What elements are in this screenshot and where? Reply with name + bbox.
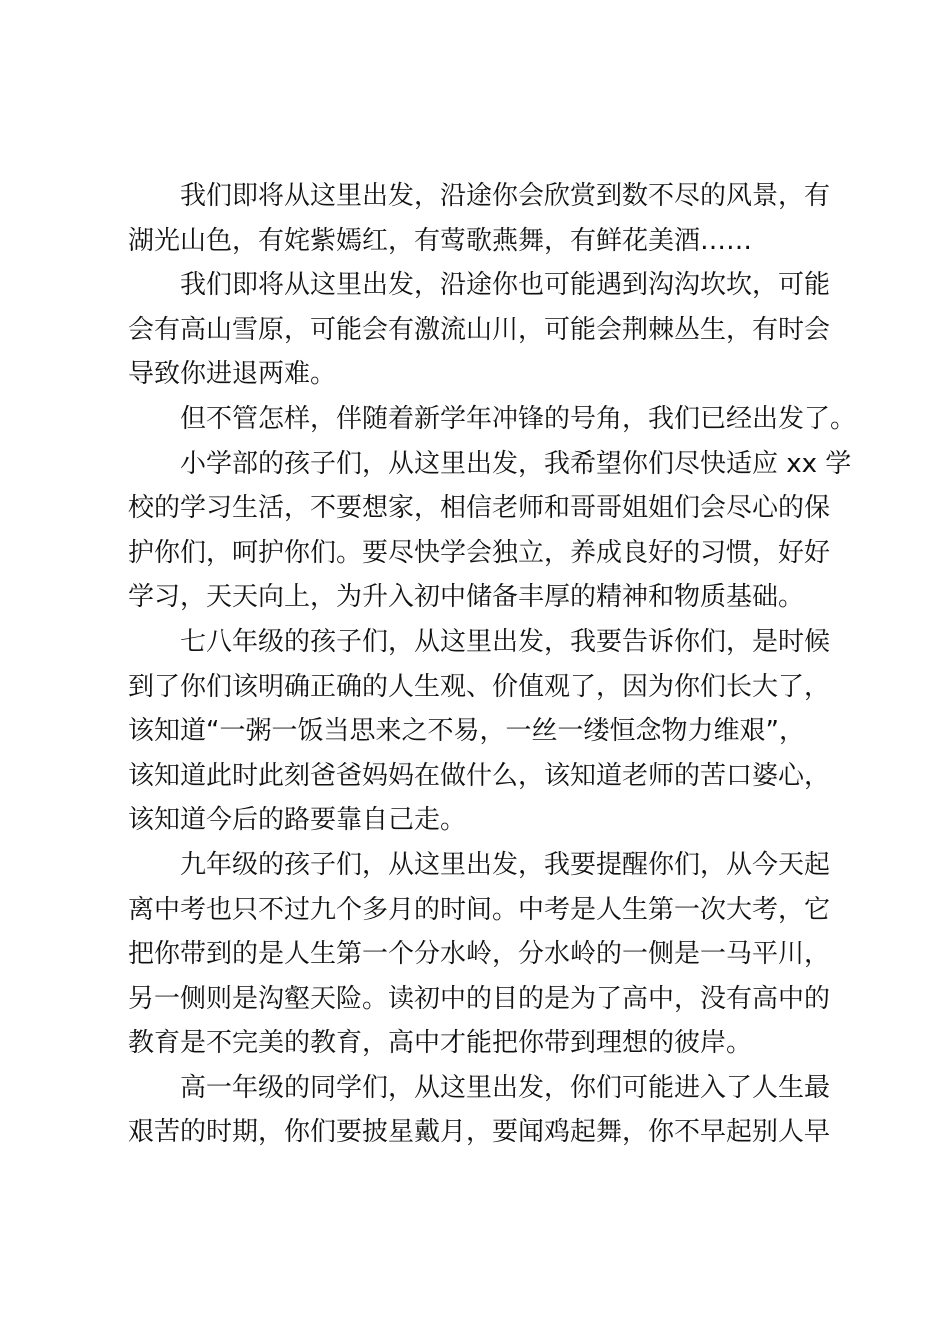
paragraph-2	[128, 263, 836, 397]
text-line: 但不管怎样，伴随着新学年冲锋的号角，我们已经出发了。	[128, 403, 857, 434]
text-line: 教育是不完美的教育，高中才能把你带到理想的彼岸。	[128, 1028, 753, 1059]
paragraph-4	[128, 442, 852, 620]
text-line: 该知道此时此刻爸爸妈妈在做什么，该知道老师的苦口婆心，	[128, 760, 831, 791]
paragraph-1	[128, 174, 836, 263]
text-line: 七八年级的孩子们，从这里出发，我要告诉你们，是时候	[128, 626, 831, 657]
document-body	[128, 174, 857, 1155]
text-line: 把你带到的是人生第一个分水岭，分水岭的一侧是一马平川，	[128, 939, 831, 970]
text-line: 高一年级的同学们，从这里出发，你们可能进入了人生最	[128, 1072, 831, 1103]
text-line: 校的学习生活，不要想家，相信老师和哥哥姐姐们会尽心的保	[128, 493, 831, 524]
paragraph-5	[128, 620, 836, 843]
text-line: 艰苦的时期，你们要披星戴月，要闻鸡起舞，你不早起别人早	[128, 1117, 831, 1148]
text-line: 小学部的孩子们，从这里出发，我希望你们尽快适应 xx 学	[128, 448, 852, 479]
text-line: 护你们，呵护你们。要尽快学会独立，养成良好的习惯，好好	[128, 537, 831, 568]
text-line: 我们即将从这里出发，沿途你也可能遇到沟沟坎坎，可能	[128, 270, 831, 301]
text-line: 学习，天天向上，为升入初中储备丰厚的精神和物质基础。	[128, 582, 805, 613]
text-line: 离中考也只不过九个多月的时间。中考是人生第一次大考，它	[128, 894, 831, 925]
text-line: 另一侧则是沟壑天险。读初中的目的是为了高中，没有高中的	[128, 983, 831, 1014]
text-line: 湖光山色，有姹紫嫣红，有莺歌燕舞，有鲜花美酒……	[128, 225, 753, 256]
text-line: 我们即将从这里出发，沿途你会欣赏到数不尽的风景，有	[128, 181, 831, 211]
text-line: 该知道今后的路要靠自己走。	[128, 805, 467, 836]
paragraph-3	[128, 397, 857, 442]
paragraph-7	[128, 1066, 836, 1155]
text-line: 导致你进退两难。	[128, 359, 337, 390]
text-line: 到了你们该明确正确的人生观、价值观了，因为你们长大了，	[128, 671, 831, 702]
text-line: 该知道“一粥一饭当思来之不易，一丝一缕恒念物力维艰”，	[128, 716, 805, 747]
paragraph-6	[128, 843, 836, 1066]
text-line: 会有高山雪原，可能会有激流山川，可能会荆棘丛生，有时会	[128, 314, 831, 345]
text-line: 九年级的孩子们，从这里出发，我要提醒你们，从今天起	[128, 849, 831, 880]
